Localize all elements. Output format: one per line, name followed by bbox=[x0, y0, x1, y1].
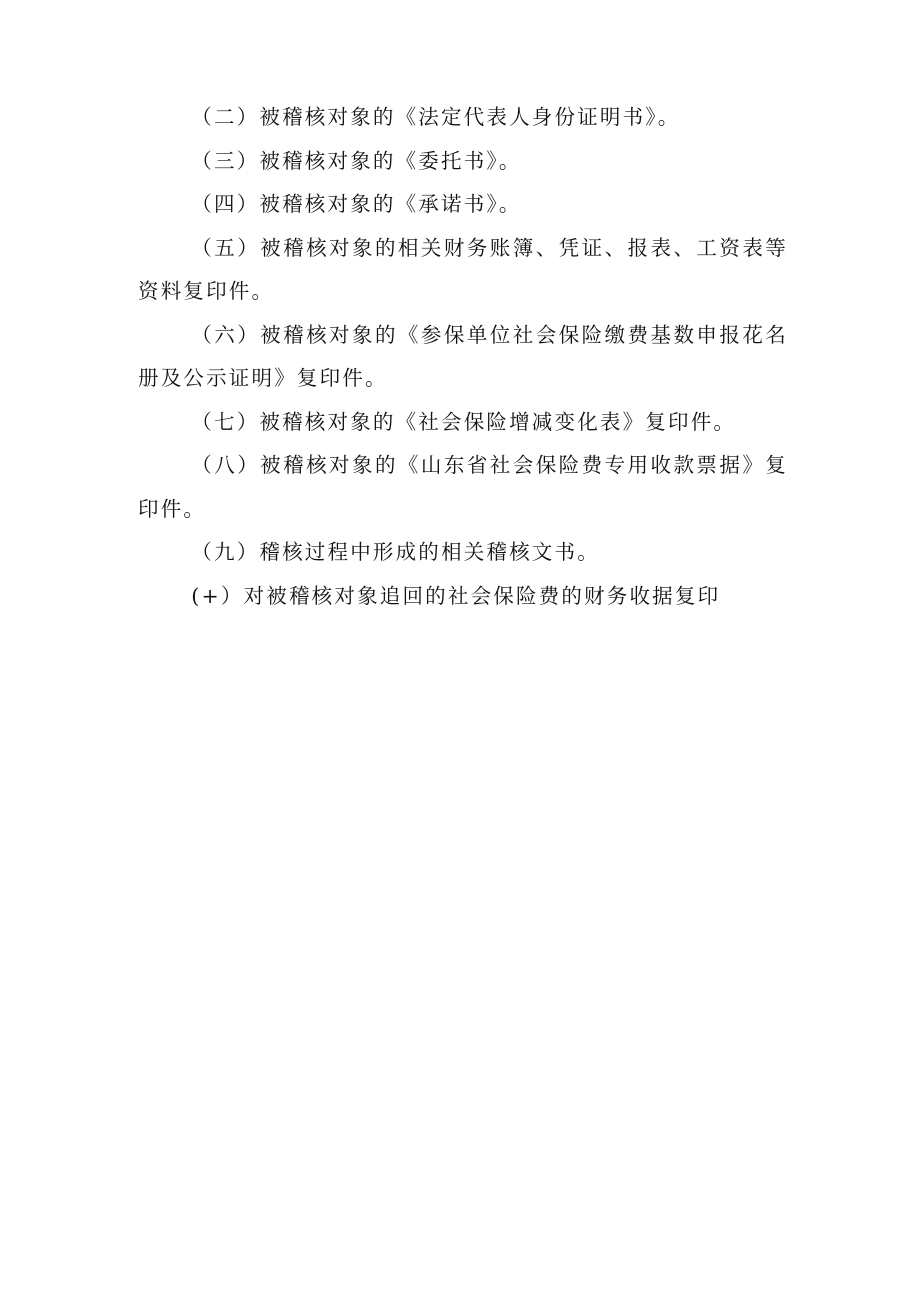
item-6-contribution-base-roster: （六）被稽核对象的《参保单位社会保险缴费基数申报花名册及公示证明》复印件。 bbox=[138, 322, 788, 390]
item-7-insurance-change-table: （七）被稽核对象的《社会保险增减变化表》复印件。 bbox=[191, 409, 737, 434]
item-5-financial-records: （五）被稽核对象的相关财务账簿、凭证、报表、工资表等资料复印件。 bbox=[138, 235, 788, 303]
item-3-power-of-attorney: （三）被稽核对象的《委托书》。 bbox=[191, 148, 522, 173]
item-4-commitment-letter: （四）被稽核对象的《承诺书》。 bbox=[191, 192, 522, 216]
item-9-audit-documents: （九）稽核过程中形成的相关稽核文书。 bbox=[191, 540, 600, 564]
item-10-recovered-fee-receipts: (+）对被稽核对象追回的社会保险费的财务收据复印 bbox=[191, 583, 721, 608]
item-8-payment-receipts: （八）被稽核对象的《山东省社会保险费专用收款票据》复印件。 bbox=[138, 453, 788, 521]
item-2-identity-certificate: （二）被稽核对象的《法定代表人身份证明书》。 bbox=[191, 105, 681, 129]
document-body bbox=[138, 96, 788, 618]
